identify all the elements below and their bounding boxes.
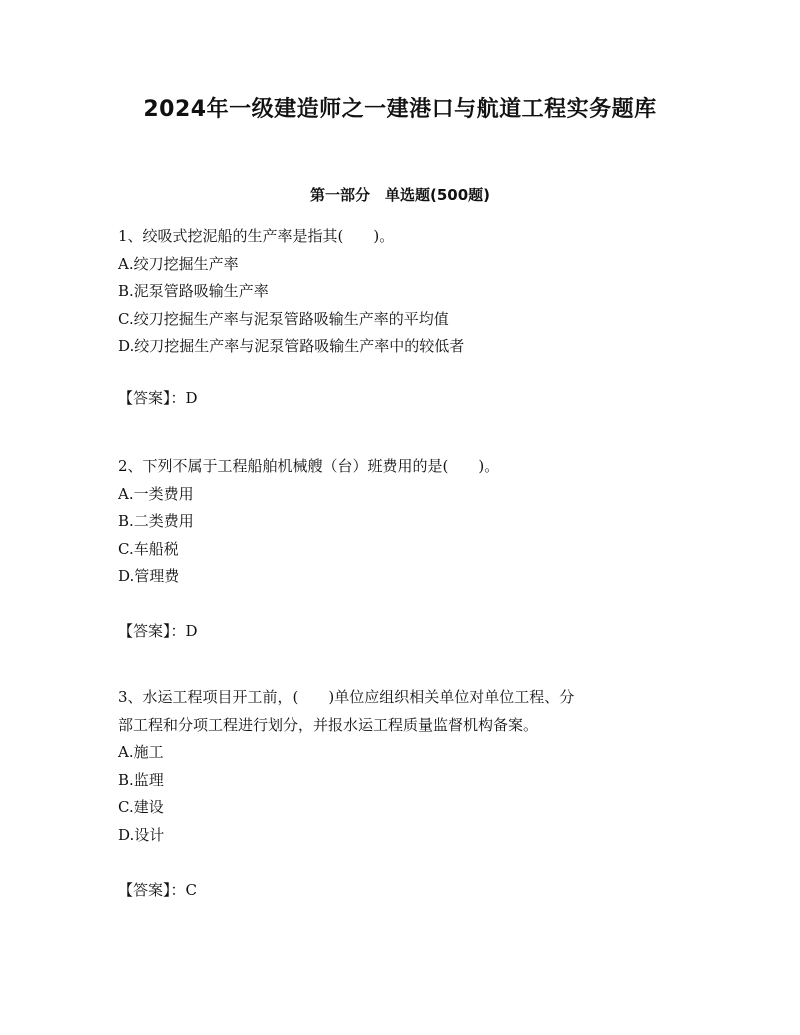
option-b: B.泥泵管路吸输生产率 [118,282,269,300]
question-2 [118,453,698,591]
question-stem-line-2: 部工程和分项工程进行划分，并报水运工程质量监督机构备案。 [118,715,539,734]
option-d: D.管理费 [118,567,180,585]
answer-2: 【答案】：D [118,622,198,640]
option-c: C.车船税 [118,539,179,558]
option-c: C.建设 [118,798,164,816]
option-d: D.绞刀挖掘生产率与泥泵管路吸输生产率中的较低者 [118,337,465,355]
answer-3: 【答案】：C [118,881,197,899]
question-3 [118,684,698,849]
question-stem: 2、下列不属于工程船舶机械艘（台）班费用的是( )。 [118,457,500,475]
option-a: A.绞刀挖掘生产率 [118,254,239,273]
question-stem-line-1: 3、水运工程项目开工前，( )单位应组织相关单位对单位工程、分 [118,688,575,706]
section-title: 第一部分 单选题(500题) [309,186,491,204]
option-b: B.二类费用 [118,512,194,530]
option-a: A.施工 [118,743,164,761]
question-stem: 1、绞吸式挖泥船的生产率是指其( )。 [118,227,395,245]
option-b: B.监理 [118,770,164,789]
option-c: C.绞刀挖掘生产率与泥泵管路吸输生产率的平均值 [118,309,449,328]
answer-1: 【答案】：D [118,389,198,407]
option-d: D.设计 [118,825,165,844]
option-a: A.一类费用 [118,484,194,503]
question-1 [118,223,698,361]
document-title: 2024年一级建造师之一建港口与航道工程实务题库 [143,97,657,122]
